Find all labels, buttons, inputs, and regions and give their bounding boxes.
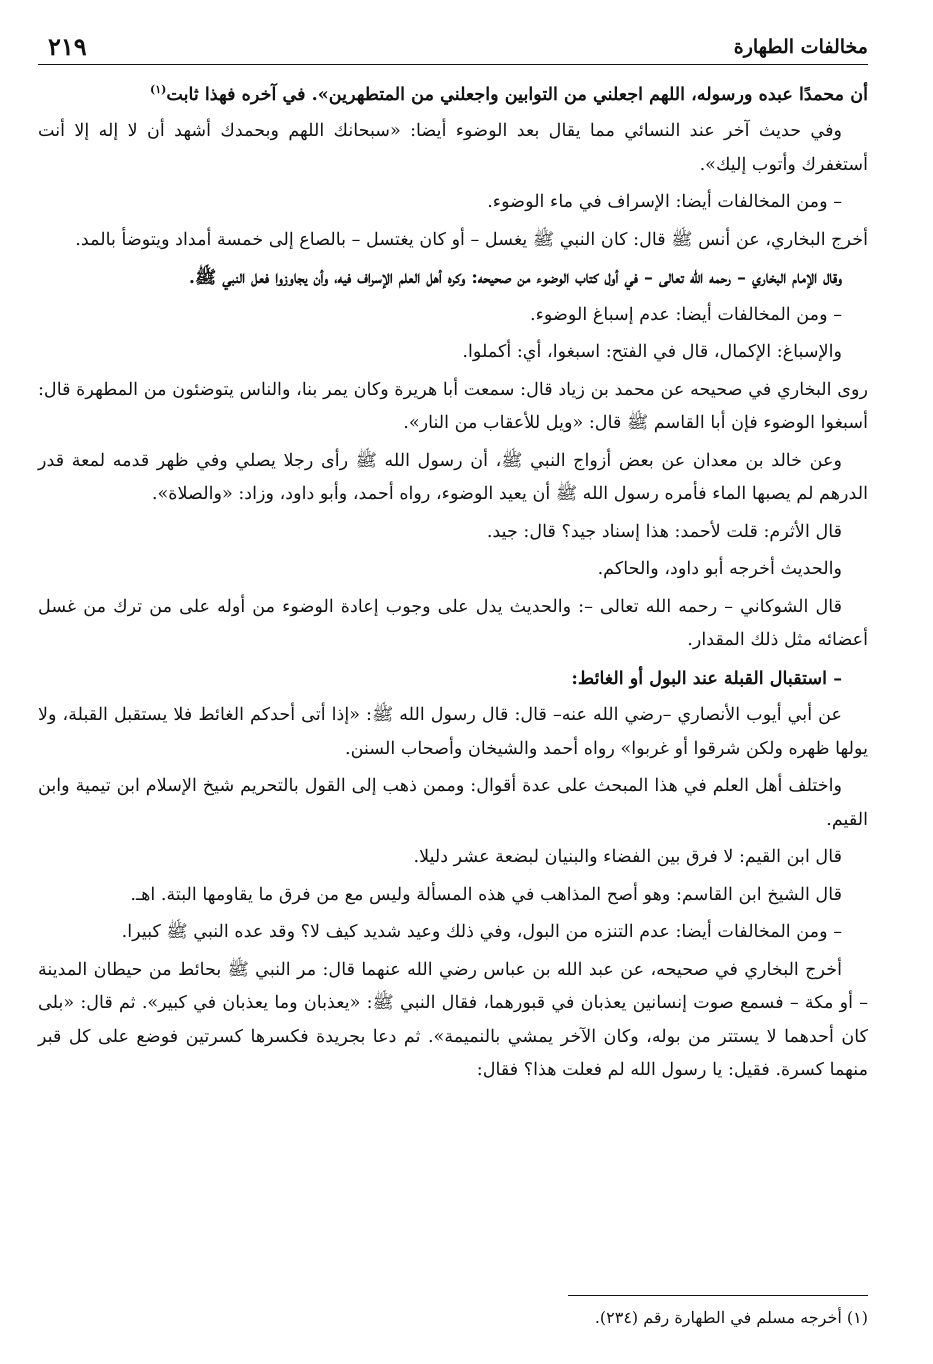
paragraph: قال الأثرم: قلت لأحمد: هذا إسناد جيد؟ قال: جيد.	[486, 521, 842, 542]
page-body	[38, 73, 868, 1088]
paragraph: والحديث أخرجه أبو داود، والحاكم.	[597, 559, 842, 580]
paragraph: أخرج البخاري، عن أنس ﷺ قال: كان النبي ﷺ يغسل – أو كان يغتسل – بالصاع إلى خمسة أمداد ويتوضأ بالمد.	[75, 229, 868, 250]
paragraph: وفي حديث آخر عند النسائي مما يقال بعد الوضوء أيضا: «سبحانك اللهم وبحمدك أشهد أن لا إله إلا أنت أستغفرك وأتوب إليك».	[38, 121, 868, 175]
paragraph: واختلف أهل العلم في هذا المبحث على عدة أقوال: وممن ذهب إلى القول بالتحريم شيخ الإسلام ابن تيمية وابن القيم.	[38, 776, 868, 830]
paragraph: روى البخاري في صحيحه عن محمد بن زياد قال: سمعت أبا هريرة وكان يمر بنا، والناس يتوضئون من المطهرة قال: أسبغوا الوضوء فإن أبا القاسم ﷺ قال: «ويل للأعقاب من النار».	[38, 379, 868, 434]
paragraph: وقال الإمام البخاري – رحمه الله تعالى – في أول كتاب الوضوء من صحيحه: وكره أهل العلم الإسراف فيه، وأن يجاوزوا فعل النبي ﷺ.	[188, 267, 842, 289]
footnote: (١) أخرجه مسلم في الطهارة رقم (٢٣٤).	[594, 1308, 868, 1327]
paragraph: قال ابن القيم: لا فرق بين الفضاء والبنيان لبضعة عشر دليلا.	[413, 847, 842, 868]
paragraph: عن أبي أيوب الأنصاري –رضي الله عنه– قال: قال رسول الله ﷺ: «إذا أتى أحدكم الغائط فلا يستقبل القبلة، ولا يولها ظهره ولكن شرقوا أو غربوا» رواه أحمد والشيخان وأصحاب السنن.	[38, 705, 868, 759]
paragraph: أخرج البخاري في صحيحه، عن عبد الله بن عباس رضي الله عنهما قال: مر النبي ﷺ بحائط من حيطان المدينة – أو مكة – فسمع صوت إنسانين يعذبان في قبورهما، فقال النبي ﷺ: «يعذبان وما يعذبان في كبير». ثم قال: «بلى كان أحدهما لا يستتر من بوله، وكان الآخر يمشي بالنميمة». ثم دعا بجريدة فكسرها كسرتين فوضع على كل قبر منهما كسرة. فقيل: يا رسول الله لم فعلت هذا؟ فقال:	[38, 959, 868, 1081]
paragraph: – ومن المخالفات أيضا: الإسراف في ماء الوضوء.	[487, 192, 842, 213]
running-title: مخالفات الطهارة	[733, 36, 868, 58]
paragraph: – ومن المخالفات أيضا: عدم التنزه من البول، وفي ذلك وعيد شديد كيف لا؟ وقد عده النبي ﷺ كبيرا.	[121, 922, 842, 943]
paragraph: وعن خالد بن معدان عن بعض أزواج النبي ﷺ، أن رسول الله ﷺ رأى رجلا يصلي وفي ظهر قدمه لمعة قدر الدرهم لم يصبها الماء فأمره رسول الله ﷺ أن يعيد الوضوء، رواه أحمد، وأبو داود، وزاد: «والصلاة».	[38, 450, 868, 505]
paragraph: أن محمدًا عبده ورسوله، اللهم اجعلني من التوابين واجعلني من المتطهرين». في آخره فهذا ثابت$^{(١)}$	[149, 83, 868, 105]
paragraph: والإسباغ: الإكمال، قال في الفتح: اسبغوا، أي: أكملوا.	[462, 342, 842, 363]
footnote-divider	[568, 1295, 868, 1296]
paragraph: – ومن المخالفات أيضا: عدم إسباغ الوضوء.	[530, 304, 842, 325]
page-number: ٢١٩	[48, 32, 87, 61]
paragraph: قال الشوكاني – رحمه الله تعالى –: والحديث يدل على وجوب إعادة الوضوء من أوله على من ترك من غسل أعضائه مثل ذلك المقدار.	[38, 596, 868, 651]
paragraph: قال الشيخ ابن القاسم: وهو أصح المذاهب في هذه المسألة وليس مع من فرق ما يقاومها البتة. اهـ.	[130, 884, 842, 905]
section-heading: – استقبال القبلة عند البول أو الغائط:	[571, 667, 842, 689]
footnote-ref: (١)	[149, 83, 167, 96]
page-header	[38, 30, 868, 65]
book-page	[38, 30, 868, 1340]
